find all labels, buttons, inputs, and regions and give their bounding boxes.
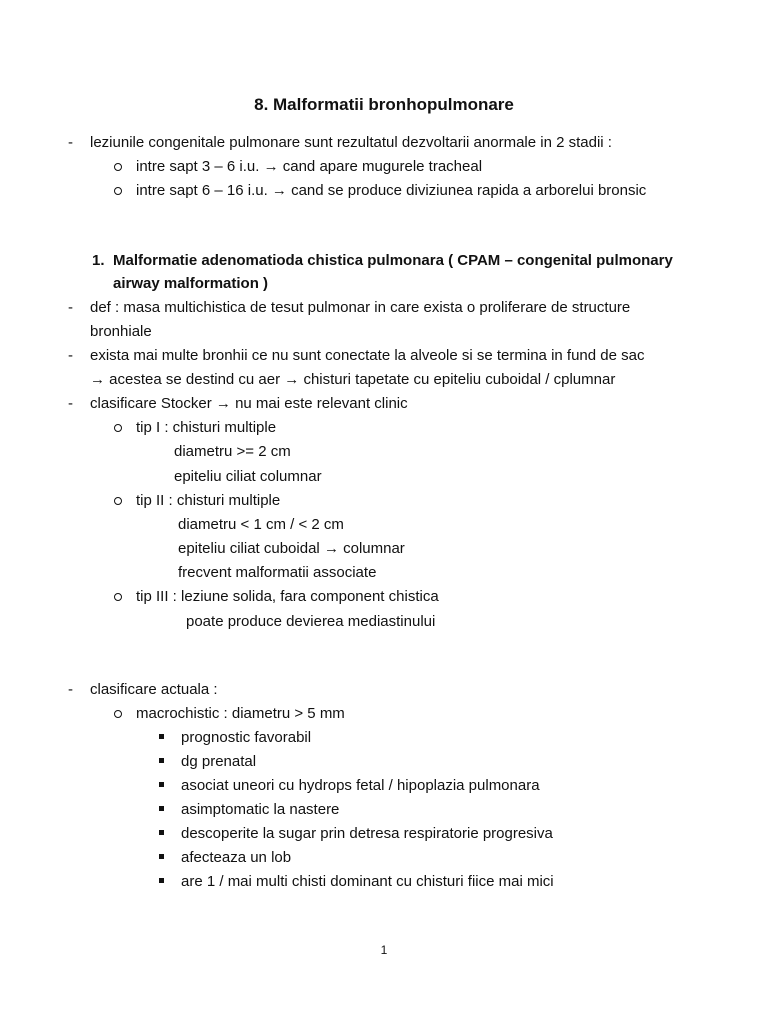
stocker-label: clasificare Stocker	[90, 395, 212, 412]
list-item: prognostic favorabil	[181, 729, 312, 746]
square-bullet-icon	[159, 878, 164, 883]
square-bullet-icon	[159, 854, 164, 859]
circle-bullet-icon	[114, 187, 122, 195]
tip1-line1: tip I : chisturi multiple	[136, 419, 277, 436]
bronhii-line2-a: acestea se destind cu aer	[109, 371, 281, 388]
bronhii-line2	[90, 370, 615, 390]
section1-heading-line2: airway malformation )	[113, 275, 269, 292]
list-item: are 1 / mai multi chisti dominant cu chisturi fiice mai mici	[181, 873, 554, 890]
square-bullet-icon	[159, 782, 164, 787]
dash-bullet: -	[68, 134, 73, 151]
tip1-line3: epiteliu ciliat columnar	[174, 468, 322, 485]
circle-bullet-icon	[114, 497, 122, 505]
stage1-description: cand apare mugurele tracheal	[282, 158, 483, 175]
intro-text: leziunile congenitale pulmonare sunt rezultatul dezvoltarii anormale in 2 stadii :	[90, 134, 612, 151]
section1-number: 1.	[92, 252, 105, 269]
square-bullet-icon	[159, 758, 164, 763]
tip2-line1: tip II : chisturi multiple	[136, 492, 281, 509]
arrow-right-icon: →	[263, 158, 279, 175]
tip2-line4: frecvent malformatii associate	[178, 564, 377, 581]
list-item: afecteaza un lob	[181, 849, 292, 866]
definition-line2: bronhiale	[90, 323, 152, 340]
arrow-right-icon: →	[284, 371, 300, 388]
bronhii-line1: exista mai multe bronhii ce nu sunt conectate la alveole si se termina in fund de sac	[90, 347, 645, 364]
stocker-note: nu mai este relevant clinic	[235, 395, 408, 412]
square-bullet-icon	[159, 806, 164, 811]
tip2-line3-a: epiteliu ciliat cuboidal	[178, 540, 320, 557]
square-bullet-icon	[159, 734, 164, 739]
square-bullet-icon	[159, 830, 164, 835]
circle-bullet-icon	[114, 593, 122, 601]
list-item: asociat uneori cu hydrops fetal / hipoplazia pulmonara	[181, 777, 540, 794]
list-item: asimptomatic la nastere	[181, 801, 340, 818]
stage1-period: intre sapt 3 – 6 i.u.	[136, 158, 260, 175]
actuala-label: clasificare actuala :	[90, 681, 218, 698]
stage2-line	[136, 181, 646, 201]
tip2-line3	[178, 539, 405, 559]
dash-bullet: -	[68, 347, 73, 364]
tip2-line2: diametru < 1 cm / < 2 cm	[178, 516, 344, 533]
tip2-line3-b: columnar	[343, 540, 405, 557]
tip3-line2: poate produce devierea mediastinului	[186, 613, 436, 630]
dash-bullet: -	[68, 681, 73, 698]
stocker-line	[90, 394, 408, 414]
circle-bullet-icon	[114, 710, 122, 718]
section1-heading-line1: Malformatie adenomatioda chistica pulmonara ( CPAM – congenital pulmonary	[113, 252, 673, 269]
tip3-line1: tip III : leziune solida, fara component chistica	[136, 588, 439, 605]
page-number: 1	[380, 943, 388, 957]
stage2-period: intre sapt 6 – 16 i.u.	[136, 182, 268, 199]
stage1-line	[136, 157, 482, 177]
stage2-description: cand se produce diviziunea rapida a arborelui bronsic	[291, 182, 647, 199]
circle-bullet-icon	[114, 424, 122, 432]
tip1-line2: diametru >= 2 cm	[174, 443, 291, 460]
circle-bullet-icon	[114, 163, 122, 171]
arrow-right-icon: →	[215, 395, 231, 412]
list-item: dg prenatal	[181, 753, 257, 770]
arrow-right-icon: →	[271, 182, 287, 199]
arrow-right-icon: →	[90, 371, 105, 388]
macro-line: macrochistic : diametru > 5 mm	[136, 705, 345, 722]
dash-bullet: -	[68, 299, 73, 316]
dash-bullet: -	[68, 395, 73, 412]
list-item: descoperite la sugar prin detresa respiratorie progresiva	[181, 825, 553, 842]
definition-line1: def : masa multichistica de tesut pulmonar in care exista o proliferare de structure	[90, 299, 631, 316]
arrow-right-icon: →	[323, 540, 339, 557]
page-title: 8. Malformatii bronhopulmonare	[254, 95, 514, 114]
bronhii-line2-b: chisturi tapetate cu epiteliu cuboidal / cplumnar	[303, 371, 616, 388]
